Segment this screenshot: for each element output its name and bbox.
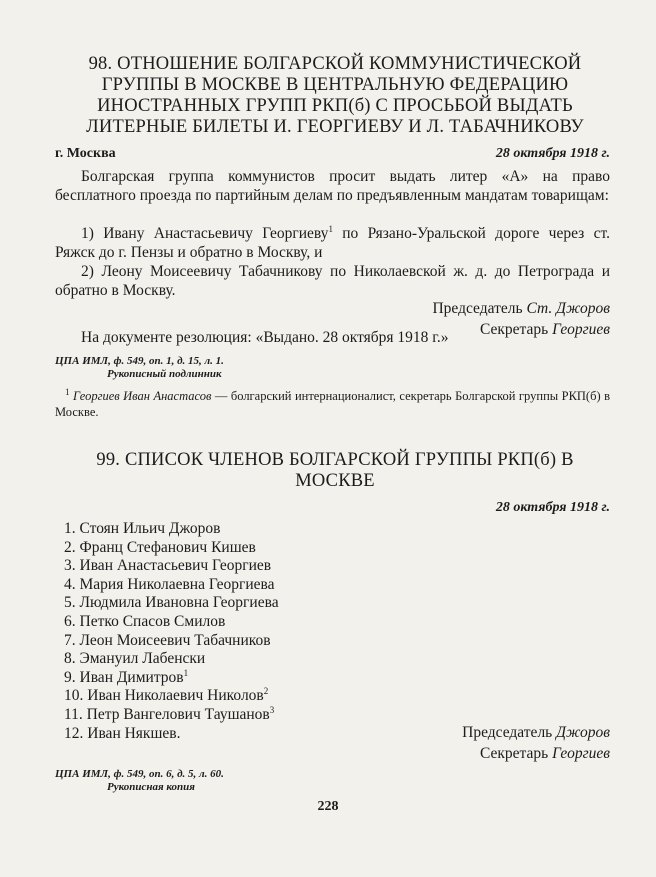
item-1-text: 1) Ивану Анастасьевичу Георгиеву bbox=[81, 225, 329, 242]
member-name: 7. Леон Моисеевич Табачников bbox=[64, 631, 271, 649]
list-item bbox=[64, 594, 464, 613]
secretary-name: Георгиев bbox=[552, 745, 610, 762]
list-item bbox=[64, 632, 464, 651]
list-item bbox=[64, 613, 464, 632]
chairman-name: Джоров bbox=[556, 724, 610, 741]
list-item bbox=[64, 687, 464, 706]
document-98-intro: Болгарская группа коммунистов просит выдать литер «А» на право бесплатного проезда по партийным делам по предъявленным мандатам товарищам: bbox=[55, 168, 610, 204]
secretary-label: Секретарь bbox=[479, 745, 549, 762]
list-item bbox=[64, 706, 464, 725]
footnote-marker: 1 bbox=[328, 223, 333, 234]
member-name: 5. Людмила Ивановна Георгиева bbox=[64, 594, 279, 612]
source-type: Рукописный подлинник bbox=[107, 368, 222, 380]
page-number: 228 bbox=[317, 799, 339, 814]
chairman-line bbox=[432, 298, 610, 319]
member-name: 3. Иван Анастасьевич Георгиев bbox=[64, 557, 272, 575]
member-name: 8. Эмануил Лабенски bbox=[64, 650, 206, 668]
document-98-item-2: 2) Леону Моисеевичу Табачникову по Николаевской ж. д. до Петрограда и обратно в Москву. bbox=[55, 263, 610, 299]
member-name: 9. Иван Димитров bbox=[64, 668, 184, 686]
member-name: 11. Петр Вангелович Таушанов bbox=[64, 705, 270, 723]
list-item bbox=[64, 669, 464, 688]
member-name: 12. Иван Някшев. bbox=[64, 724, 181, 742]
document-99-signatures bbox=[462, 722, 610, 764]
secretary-name: Георгиев bbox=[552, 321, 610, 338]
document-98-footnote bbox=[55, 388, 610, 420]
member-name: 6. Петко Спасов Смилов bbox=[64, 612, 226, 630]
member-list bbox=[64, 520, 464, 743]
item-1-route: по Рязано-Уральской дороге через ст. Ряжск до г. Пензы и обратно в Москву, и bbox=[55, 225, 610, 261]
document-98-date: 28 октября 1918 г. bbox=[495, 146, 610, 161]
list-item bbox=[64, 557, 464, 576]
footnote-description: — болгарский интернационалист, секретарь Болгарской группы РКП(б) в Москве. bbox=[55, 389, 610, 419]
footnote-marker: 1 bbox=[183, 667, 189, 678]
document-98-place: г. Москва bbox=[55, 146, 116, 161]
list-item bbox=[64, 650, 464, 669]
chairman-line bbox=[462, 722, 610, 743]
footnote-number: 1 bbox=[65, 386, 70, 397]
footnote-marker: 2 bbox=[263, 686, 269, 697]
archive-reference: ЦПА ИМЛ, ф. 549, оп. 1, д. 15, л. 1. bbox=[55, 355, 224, 367]
source-type: Рукописная копия bbox=[107, 781, 195, 793]
member-name: 10. Иван Николаевич Николов bbox=[64, 687, 264, 705]
member-name: 4. Мария Николаевна Георгиева bbox=[64, 575, 275, 593]
member-name: 2. Франц Стефанович Кишев bbox=[64, 538, 256, 556]
list-item bbox=[64, 576, 464, 595]
list-item bbox=[64, 539, 464, 558]
chairman-name: Ст. Джоров bbox=[526, 300, 610, 317]
document-99-title: 99. СПИСОК ЧЛЕНОВ БОЛГАРСКОЙ ГРУППЫ РКП(б) В МОСКВЕ bbox=[96, 450, 574, 491]
secretary-label: Секретарь bbox=[479, 321, 549, 338]
secretary-line bbox=[462, 743, 610, 764]
list-item bbox=[64, 520, 464, 539]
footnote-person: Георгиев Иван Анастасов bbox=[72, 389, 212, 403]
chairman-label: Председатель bbox=[432, 300, 523, 317]
document-98-resolution: На документе резолюция: «Выдано. 28 октября 1918 г.» bbox=[81, 329, 449, 346]
document-98-meta bbox=[55, 146, 610, 164]
member-name: 1. Стоян Ильич Джоров bbox=[64, 520, 221, 537]
document-99-source bbox=[55, 768, 224, 794]
document-98-source bbox=[55, 355, 224, 381]
document-99-meta bbox=[55, 500, 610, 518]
list-item bbox=[64, 725, 464, 744]
document-98-title: 98. ОТНОШЕНИЕ БОЛГАРСКОЙ КОММУНИСТИЧЕСКОЙ ГРУППЫ В МОСКВЕ В ЦЕНТРАЛЬНУЮ ФЕДЕРАЦИЮ ИНОСТРАННЫХ ГРУПП РКП(б) С ПРОСЬБОЙ ВЫДАТЬ ЛИТЕРНЫЕ БИЛЕТЫ И. ГЕОРГИЕВУ И Л. ТАБАЧНИКОВУ bbox=[86, 54, 584, 137]
document-98-item-1 bbox=[55, 224, 610, 262]
document-99-date: 28 октября 1918 г. bbox=[495, 500, 610, 515]
footnote-marker: 3 bbox=[269, 704, 275, 715]
chairman-label: Председатель bbox=[462, 724, 553, 741]
archive-reference: ЦПА ИМЛ, ф. 549, оп. 6, д. 5, л. 60. bbox=[55, 768, 224, 780]
